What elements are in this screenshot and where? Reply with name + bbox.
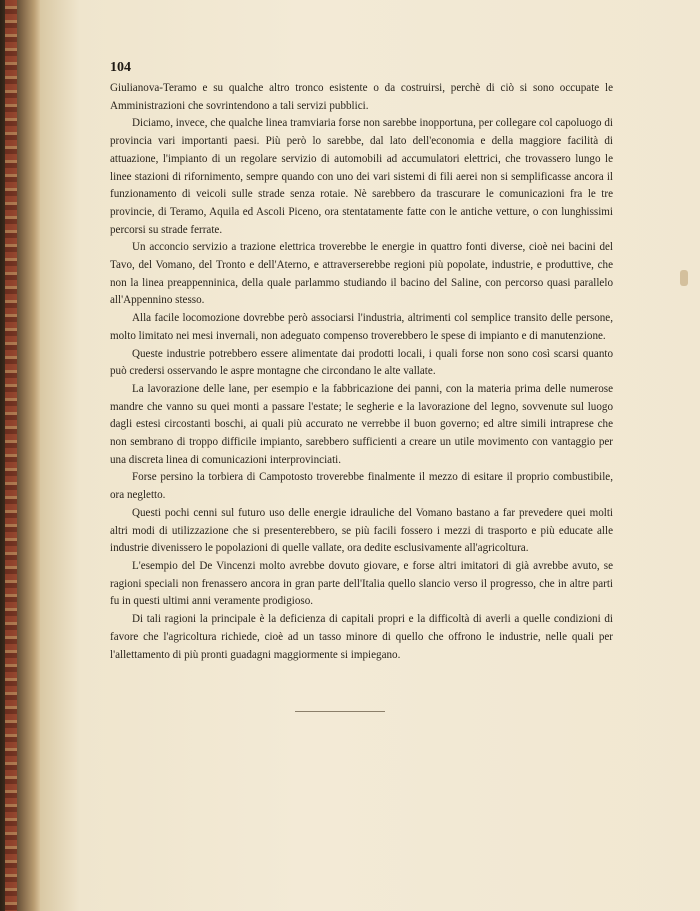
section-divider [295, 711, 385, 712]
page-number: 104 [110, 60, 131, 75]
paragraph: Un acconcio servizio a trazione elettrica troverebbe le energie in quattro fonti diverse, cioè nei bacini del Tavo, del Vomano, del Tronto e dell'Aterno, e attraverserebbe regioni più popolate, industrie, e produttive, che non la linea preappenninica, della quale parlammo studiando il bacino del Saline, con percorso quasi parallelo all'Appennino stesso. [110, 241, 613, 307]
book-binding [0, 0, 40, 911]
paragraph: L'esempio del De Vincenzi molto avrebbe dovuto giovare, e forse altri imitatori di già avrebbe avuto, se ragioni speciali non frenassero ancora in gran parte dell'Italia quello slancio verso il progresso, che in altre parti fu in questi ultimi anni veramente prodigioso. [110, 559, 613, 608]
paragraph: Di tali ragioni la principale è la deficienza di capitali propri e la difficoltà di averli a quelle condizioni di favore che l'agricoltura richiede, cioè ad un tasso minore di quello che offrono le industrie, nelle quali per l'allettamento di più pronti guadagni maggiormente si impiegano. [110, 613, 613, 661]
paragraph: Alla facile locomozione dovrebbe però associarsi l'industria, altrimenti col semplice transito delle persone, molto limitato nei mesi invernali, non adeguato compenso troverebbero le spese di impianto e di manutenzione. [110, 312, 613, 342]
binding-spine-strip [5, 0, 17, 911]
paragraph: Forse persino la torbiera di Campotosto troverebbe finalmente il mezzo di esitare il proprio combustibile, ora negletto. [110, 471, 613, 502]
paragraph: Questi pochi cenni sul futuro uso delle energie idrauliche del Vomano bastano a far prevedere quei molti altri modi di utilizzazione che si presenterebbero, se più facili fossero i mezzi di trasporto e più educate alle industrie divenissero le popolazioni di quelle vallate, ora dedite esclusivamente all'agricoltura. [110, 506, 613, 555]
paragraph: Diciamo, invece, che qualche linea tramviaria forse non sarebbe inopportuna, per collegare col capoluogo di provincia vari importanti paesi. Più però lo sarebbe, dal lato dell'economia e della maggiore facilità di attuazione, l'impianto di un regolare servizio di automobili ad accumulatori elettrici, che trovassero lungo le linee stazioni di rifornimento, sempre quando con uno dei vari sistemi di fili aerei non si semplificasse ancora il funzionamento di veicoli sulle strade senza rotaie. Nè sarebbero da trascurare le comunicazioni fra le tre provincie, di Teramo, Aquila ed Ascoli Piceno, ora stentatamente fatte con le antiche vetture, o con lunghissimi percorsi su strade ferrate. [110, 117, 613, 236]
paragraph: Queste industrie potrebbero essere alimentate dai prodotti locali, i quali forse non sono così scarsi quanto può credersi osservando le aspre montagne che circondano le alte vallate. [110, 347, 613, 378]
body-text [110, 80, 613, 664]
paragraph: La lavorazione delle lane, per esempio e la fabbricazione dei panni, con la materia prima delle numerose mandre che vanno su quei monti a passare l'estate; le segherie e la lavorazione del legno, sovvenute sul luogo dagli estesi circostanti boschi, ai quali più accurato ne verrebbe il buon governo; ed altre simili intraprese che non sembrano di troppo difficile impianto, sarebbero sufficienti a creare un utile movimento con vantaggio per una discreta linea di comunicazioni interprovinciati. [110, 382, 613, 466]
page-stain [680, 270, 688, 286]
paragraph: Giulianova-Teramo e su qualche altro tronco esistente o da costruirsi, perchè di ciò si sono occupate le Amministrazioni che sovrintendono a tali servizi pubblici. [110, 82, 613, 112]
